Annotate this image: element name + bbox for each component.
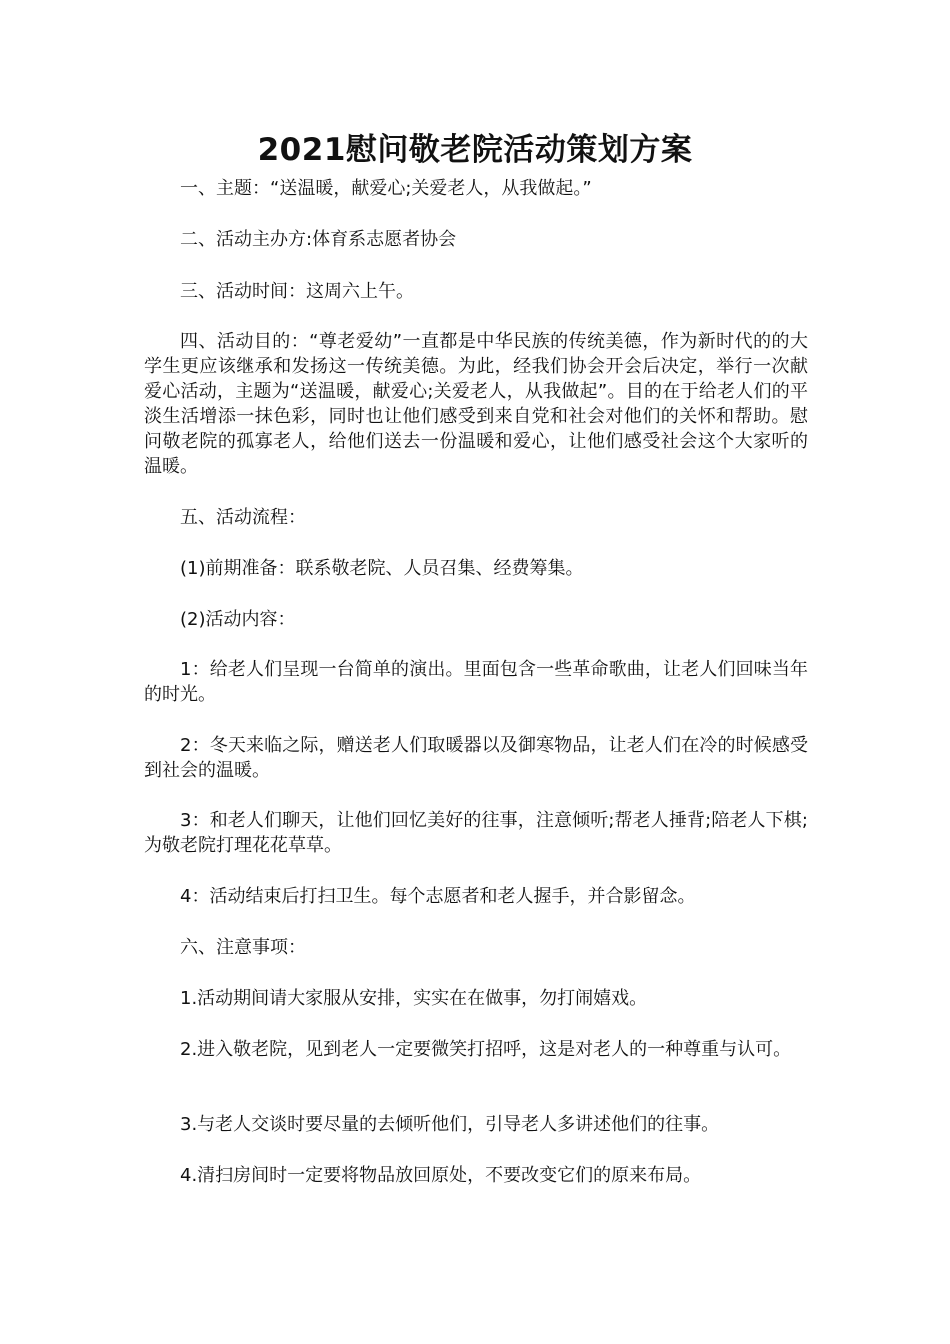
paragraph-content-item-4: 4：活动结束后打扫卫生。每个志愿者和老人握手，并合影留念。 xyxy=(180,886,696,907)
paragraph-content-item-1: 1：给老人们呈现一台简单的演出。里面包含一些革命歌曲，让老人们回味当年的时光。 xyxy=(144,659,808,705)
paragraph-content-heading: (2)活动内容： xyxy=(180,609,296,630)
paragraph-content-item-3: 3：和老人们聊天，让他们回忆美好的往事，注意倾听;帮老人捶背;陪老人下棋;为敬老院打理花花草草。 xyxy=(144,810,808,856)
paragraph-time: 三、活动时间：这周六上午。 xyxy=(180,281,414,302)
paragraph-note-4: 4.清扫房间时一定要将物品放回原处，不要改变它们的原来布局。 xyxy=(180,1165,702,1186)
paragraph-note-1: 1.活动期间请大家服从安排，实实在在做事，勿打闹嬉戏。 xyxy=(180,988,648,1009)
paragraph-notes-heading: 六、注意事项： xyxy=(180,937,306,958)
paragraph-note-2: 2.进入敬老院，见到老人一定要微笑打招呼，这是对老人的一种尊重与认可。 xyxy=(180,1039,792,1060)
paragraph-note-3: 3.与老人交谈时要尽量的去倾听他们，引导老人多讲述他们的往事。 xyxy=(180,1114,720,1135)
document-title: 2021慰问敬老院活动策划方案 xyxy=(257,132,693,168)
paragraph-process-heading: 五、活动流程： xyxy=(180,507,306,528)
paragraph-purpose: 四、活动目的：“尊老爱幼”一直都是中华民族的传统美德，作为新时代的的大学生更应该继承和发扬这一传统美德。为此，经我们协会开会后决定，举行一次献爱心活动，主题为“送温暖，献爱心;关爱老人，从我做起”。目的在于给老人们的平淡生活增添一抹色彩，同时也让他们感受到来自党和社会对他们的关怀和帮助。慰问敬老院的孤寡老人，给他们送去一份温暖和爱心，让他们感受社会这个大家听的温暖。 xyxy=(144,331,808,477)
paragraph-theme: 一、主题：“送温暖，献爱心;关爱老人，从我做起。” xyxy=(180,178,592,199)
paragraph-organizer: 二、活动主办方:体育系志愿者协会 xyxy=(180,229,457,250)
paragraph-content-item-2: 2：冬天来临之际，赠送老人们取暖器以及御寒物品，让老人们在冷的时候感受到社会的温暖。 xyxy=(144,735,808,781)
paragraph-preparation: (1)前期准备：联系敬老院、人员召集、经费筹集。 xyxy=(180,558,584,579)
